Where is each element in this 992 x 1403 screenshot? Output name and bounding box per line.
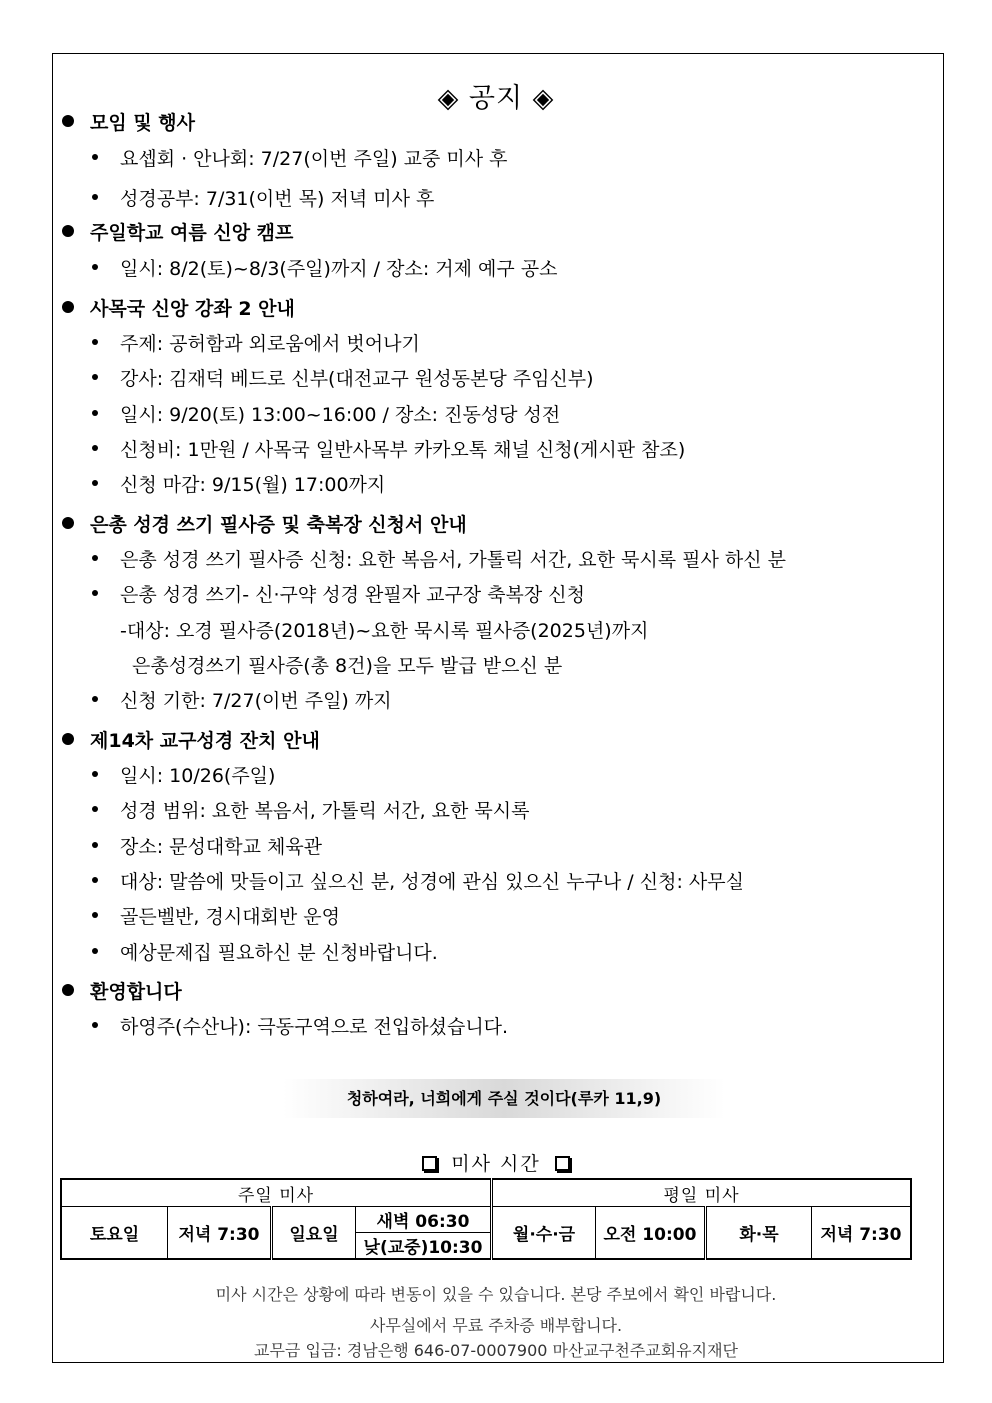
list-item: 신청 마감: 9/15(월) 17:00까지 (92, 470, 385, 497)
section-heading-lecture: 사목국 신앙 강좌 2 안내 (62, 294, 295, 321)
list-item: 장소: 문성대학교 체육관 (92, 832, 322, 859)
bullet-icon (92, 555, 98, 561)
mass-times-table (60, 1178, 912, 1260)
bullet-icon (92, 948, 98, 954)
bullet-icon (92, 374, 98, 380)
list-item: 일시: 10/26(주일) (92, 761, 275, 788)
bullet-icon (92, 696, 98, 702)
bullet-icon (92, 410, 98, 416)
sunday-time-dawn: 새벽 06:30 (356, 1207, 492, 1233)
list-item: 신청비: 1만원 / 사목국 일반사목부 카카오톡 채널 신청(게시판 참조) (92, 435, 685, 462)
list-item: 신청 기한: 7/27(이번 주일) 까지 (92, 686, 392, 713)
mass-times-title: 미사 시간 (0, 1149, 992, 1176)
sunday-time-main: 낮(교중)10:30 (356, 1233, 492, 1260)
page-title: ◈ 공지 ◈ (437, 83, 555, 114)
sub-item: -대상: 오경 필사증(2018년)~요한 묵시록 필사증(2025년)까지 (120, 620, 649, 642)
bullet-icon (92, 445, 98, 451)
list-item: 성경공부: 7/31(이번 목) 저녁 미사 후 (92, 184, 434, 211)
bullet-icon (62, 225, 74, 237)
bullet-icon (92, 877, 98, 883)
sub-item: 은총성경쓰기 필사증(총 8건)을 모두 발급 받으신 분 (132, 655, 563, 677)
checkbox-square-icon (422, 1156, 437, 1171)
sunday-label: 일요일 (272, 1207, 356, 1260)
list-item: 골든벨반, 경시대회반 운영 (92, 902, 340, 929)
footer-parking: 사무실에서 무료 주차증 배부합니다. (369, 1316, 623, 1335)
list-item: 대상: 말씀에 맛들이고 싶으신 분, 성경에 관심 있으신 누구나 / 신청: 사무실 (92, 867, 744, 894)
section-heading-events: 모임 및 행사 (62, 108, 195, 135)
bullet-icon (92, 264, 98, 270)
list-item: 일시: 8/2(토)~8/3(주일)까지 / 장소: 거제 예구 공소 (92, 254, 557, 281)
bullet-icon (92, 771, 98, 777)
bullet-icon (62, 984, 74, 996)
saturday-label: 토요일 (61, 1207, 168, 1260)
bullet-icon (62, 733, 74, 745)
bullet-icon (92, 194, 98, 200)
bullet-icon (62, 115, 74, 127)
list-item: 주제: 공허함과 외로움에서 벗어나기 (92, 329, 420, 356)
footer-note: 미사 시간은 상황에 따라 변동이 있을 수 있습니다. 본당 주보에서 확인 바랍니다. (215, 1285, 777, 1304)
bullet-icon (92, 154, 98, 160)
bullet-icon (62, 517, 74, 529)
section-heading-bible-writing: 은총 성경 쓰기 필사증 및 축복장 신청서 안내 (62, 510, 467, 537)
list-item: 은총 성경 쓰기- 신·구약 성경 완필자 교구장 축복장 신청 (92, 580, 585, 607)
tue-thu-label: 화·목 (706, 1207, 812, 1260)
section-heading-camp: 주일학교 여름 신앙 캠프 (62, 218, 293, 245)
bullet-icon (62, 301, 74, 313)
section-heading-welcome: 환영합니다 (62, 977, 182, 1004)
list-item: 하영주(수산나): 극동구역으로 전입하셨습니다. (92, 1012, 508, 1039)
bullet-icon (92, 842, 98, 848)
bullet-icon (92, 912, 98, 918)
bullet-icon (92, 339, 98, 345)
list-item: 예상문제집 필요하신 분 신청바랍니다. (92, 938, 438, 965)
footer-bank: 교무금 입금: 경남은행 646-07-0007900 마산교구천주교회유지재단 (253, 1341, 738, 1360)
list-item: 은총 성경 쓰기 필사증 신청: 요한 복음서, 가톨릭 서간, 요한 묵시록 필사 하신 분 (92, 545, 786, 572)
bullet-icon (92, 806, 98, 812)
tue-thu-time: 저녁 7:30 (812, 1207, 912, 1260)
checkbox-square-icon (555, 1156, 570, 1171)
bullet-icon (92, 590, 98, 596)
list-item: 성경 범위: 요한 복음서, 가톨릭 서간, 요한 묵시록 (92, 796, 529, 823)
mwf-time: 오전 10:00 (596, 1207, 706, 1260)
list-item: 일시: 9/20(토) 13:00~16:00 / 장소: 진동성당 성전 (92, 400, 560, 427)
list-item: 요셉회 · 안나회: 7/27(이번 주일) 교중 미사 후 (92, 144, 508, 171)
bullet-icon (92, 1022, 98, 1028)
mwf-label: 월·수·금 (492, 1207, 596, 1260)
list-item: 강사: 김재덕 베드로 신부(대전교구 원성동본당 주임신부) (92, 364, 594, 391)
saturday-time: 저녁 7:30 (168, 1207, 272, 1260)
bullet-icon (92, 480, 98, 486)
verse-banner: 청하여라, 너희에게 주실 것이다(루카 11,9) (283, 1079, 725, 1118)
weekday-mass-header: 평일 미사 (492, 1179, 912, 1207)
sunday-mass-header: 주일 미사 (61, 1179, 492, 1207)
section-heading-bible-festival: 제14차 교구성경 잔치 안내 (62, 726, 320, 753)
